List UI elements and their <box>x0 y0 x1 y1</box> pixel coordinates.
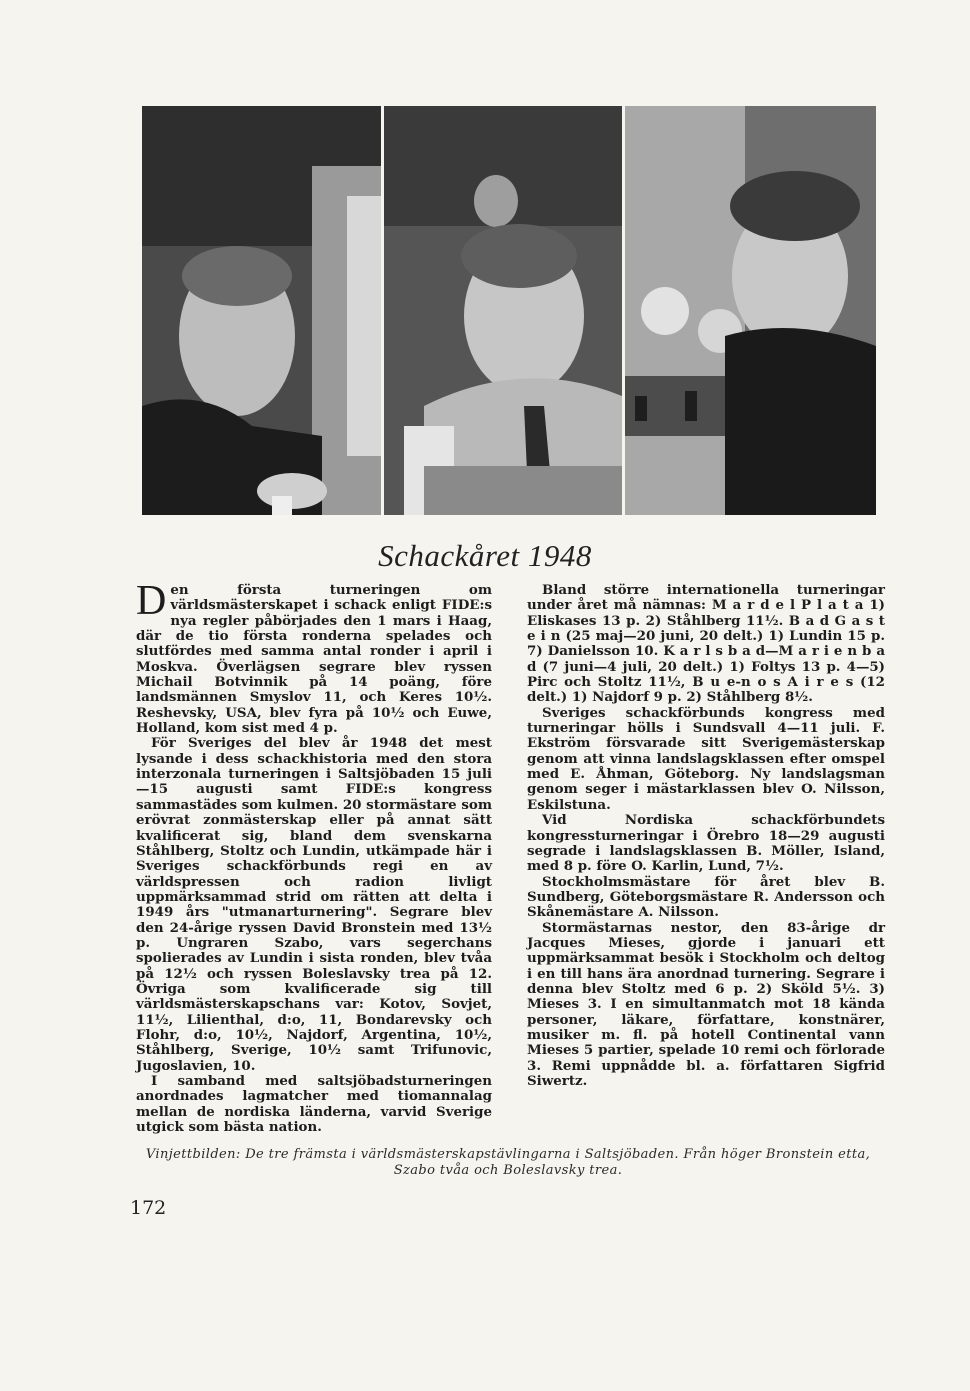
article-column-right <box>527 583 885 1089</box>
paragraph: Vid Nordiska schackförbundets kongressturneringar i Örebro 18—29 augusti segrade i landslagsklassen B. Möller, Island, med 8 p. före O. Karlin, Lund, 7½. <box>527 812 885 875</box>
chess-player-photo-icon <box>384 106 622 515</box>
page-number: 172 <box>130 1197 167 1219</box>
paragraph: Stormästarnas nestor, den 83-årige dr Jacques Mieses, gjorde i januari ett uppmärksammat besök i Stockholm och deltog i en till hans ära anordnad turnering. Segrare i denna blev Stoltz med 6 p. 2) Sköld 5½. 3) Mieses 3. I en simultanmatch mot 18 kända personer, läkare, författare, konstnärer, musiker m. fl. på hotell Continental vann Mieses 5 partier, spelade 10 remi och förlorade 3. Remi uppnådde bl. a. författaren Sigfrid Siwertz. <box>527 919 885 1089</box>
chess-player-photo-icon <box>625 106 876 515</box>
player-photo-middle <box>384 106 622 515</box>
paragraph: För Sveriges del blev år 1948 det mest lysande i dess schackhistoria med den stora interzonala turneringen i Saltsjöbaden 15 juli—15 augusti samt FIDE:s kongress sammastädes som kulmen. 20 stormästare som erövrat zonmästerskap eller på annat sätt kvalificerat sig, bland dem svenskarna Ståhlberg, Stoltz och Lundin, utkämpade här i Sveriges schackförbunds regi en av världspressen och radion livligt uppmärksammad strid om rätten att delta i 1949 års "utmanarturnering". Segrare blev den 24-årige ryssen David Bronstein med 13½ p. Ungraren Szabo, vars segerchans spolierades av Lundin i sista ronden, blev tvåa på 12½ och ryssen Boleslavsky trea på 12. Övriga som kvalificerade sig till världsmästerskapschans var: Kotov, Sovjet, 11½, Lilienthal, d:o, 11, Bondarevsky och Flohr, d:o, 10½, Najdorf, Argentina, 10½, Ståhlberg, Sverige, 10½ samt Trifunovic, Jugoslavien, 10. <box>136 735 492 1074</box>
article-column-left <box>136 578 492 1136</box>
photo-caption: Vinjettbilden: De tre främsta i världsmästerskapstävlingarna i Saltsjöbaden. Från höger Bronstein etta, Szabo tvåa och Boleslavsky trea. <box>145 1147 871 1178</box>
chess-player-photo-icon <box>142 106 381 515</box>
paragraph: I samband med saltsjöbadsturneringen anordnades lagmatcher med tiomannalag mellan de nordiska länderna, varvid Sverige utgick som bästa nation. <box>136 1073 492 1136</box>
paragraph: Bland större internationella turneringar under året må nämnas: M a r d e l P l a t a 1) Eliskases 13 p. 2) Ståhlberg 11½. B a d G a s t e i n (25 maj—20 juni, 20 delt.) 1) Lundin 15 p. 7) Danielsson 10. K a r l s b a d—M a r i e n b a d (7 juni—4 juli, 20 delt.) 1) Foltys 13 p. 4—5) Pirc och Stoltz 11½, B u e-n o s A i r e s (12 delt.) 1) Najdorf 9 p. 2) Ståhlberg 8½. <box>527 582 885 706</box>
first-paragraph <box>136 578 492 737</box>
article-headline: Schackåret 1948 <box>378 538 592 573</box>
paragraph: Stockholmsmästare för året blev B. Sundberg, Göteborgsmästare R. Andersson och Skånemästare A. Nilsson. <box>527 873 885 921</box>
paragraph-text: en första turneringen om världsmästerskapet i schack enligt FIDE:s nya regler påbörjades den 1 mars i Haag, där de tio första ronderna spelades och slutfördes med samma antal ronder i april i Moskva. Överlägsen segrare blev ryssen Michail Botvinnik på 14 poäng, före landsmännen Smyslov 11, och Keres 10½. Reshevsky, USA, blev fyra på 10½ och Euwe, Holland, kom sist med 4 p. <box>136 582 492 737</box>
player-photo-left <box>142 106 381 515</box>
vignette-photo-strip <box>142 106 876 515</box>
drop-cap: D <box>136 578 167 624</box>
paragraph: Sveriges schackförbunds kongress med turneringar hölls i Sundsvall 4—11 juli. F. Ekström försvarade sitt Sverigemästerskap genom att vinna landslagsklassen efter omspel med E. Åhman, Göteborg. Ny landslagsman genom seger i mästarklassen blev O. Nilsson, Eskilstuna. <box>527 704 885 813</box>
player-photo-right <box>625 106 876 515</box>
